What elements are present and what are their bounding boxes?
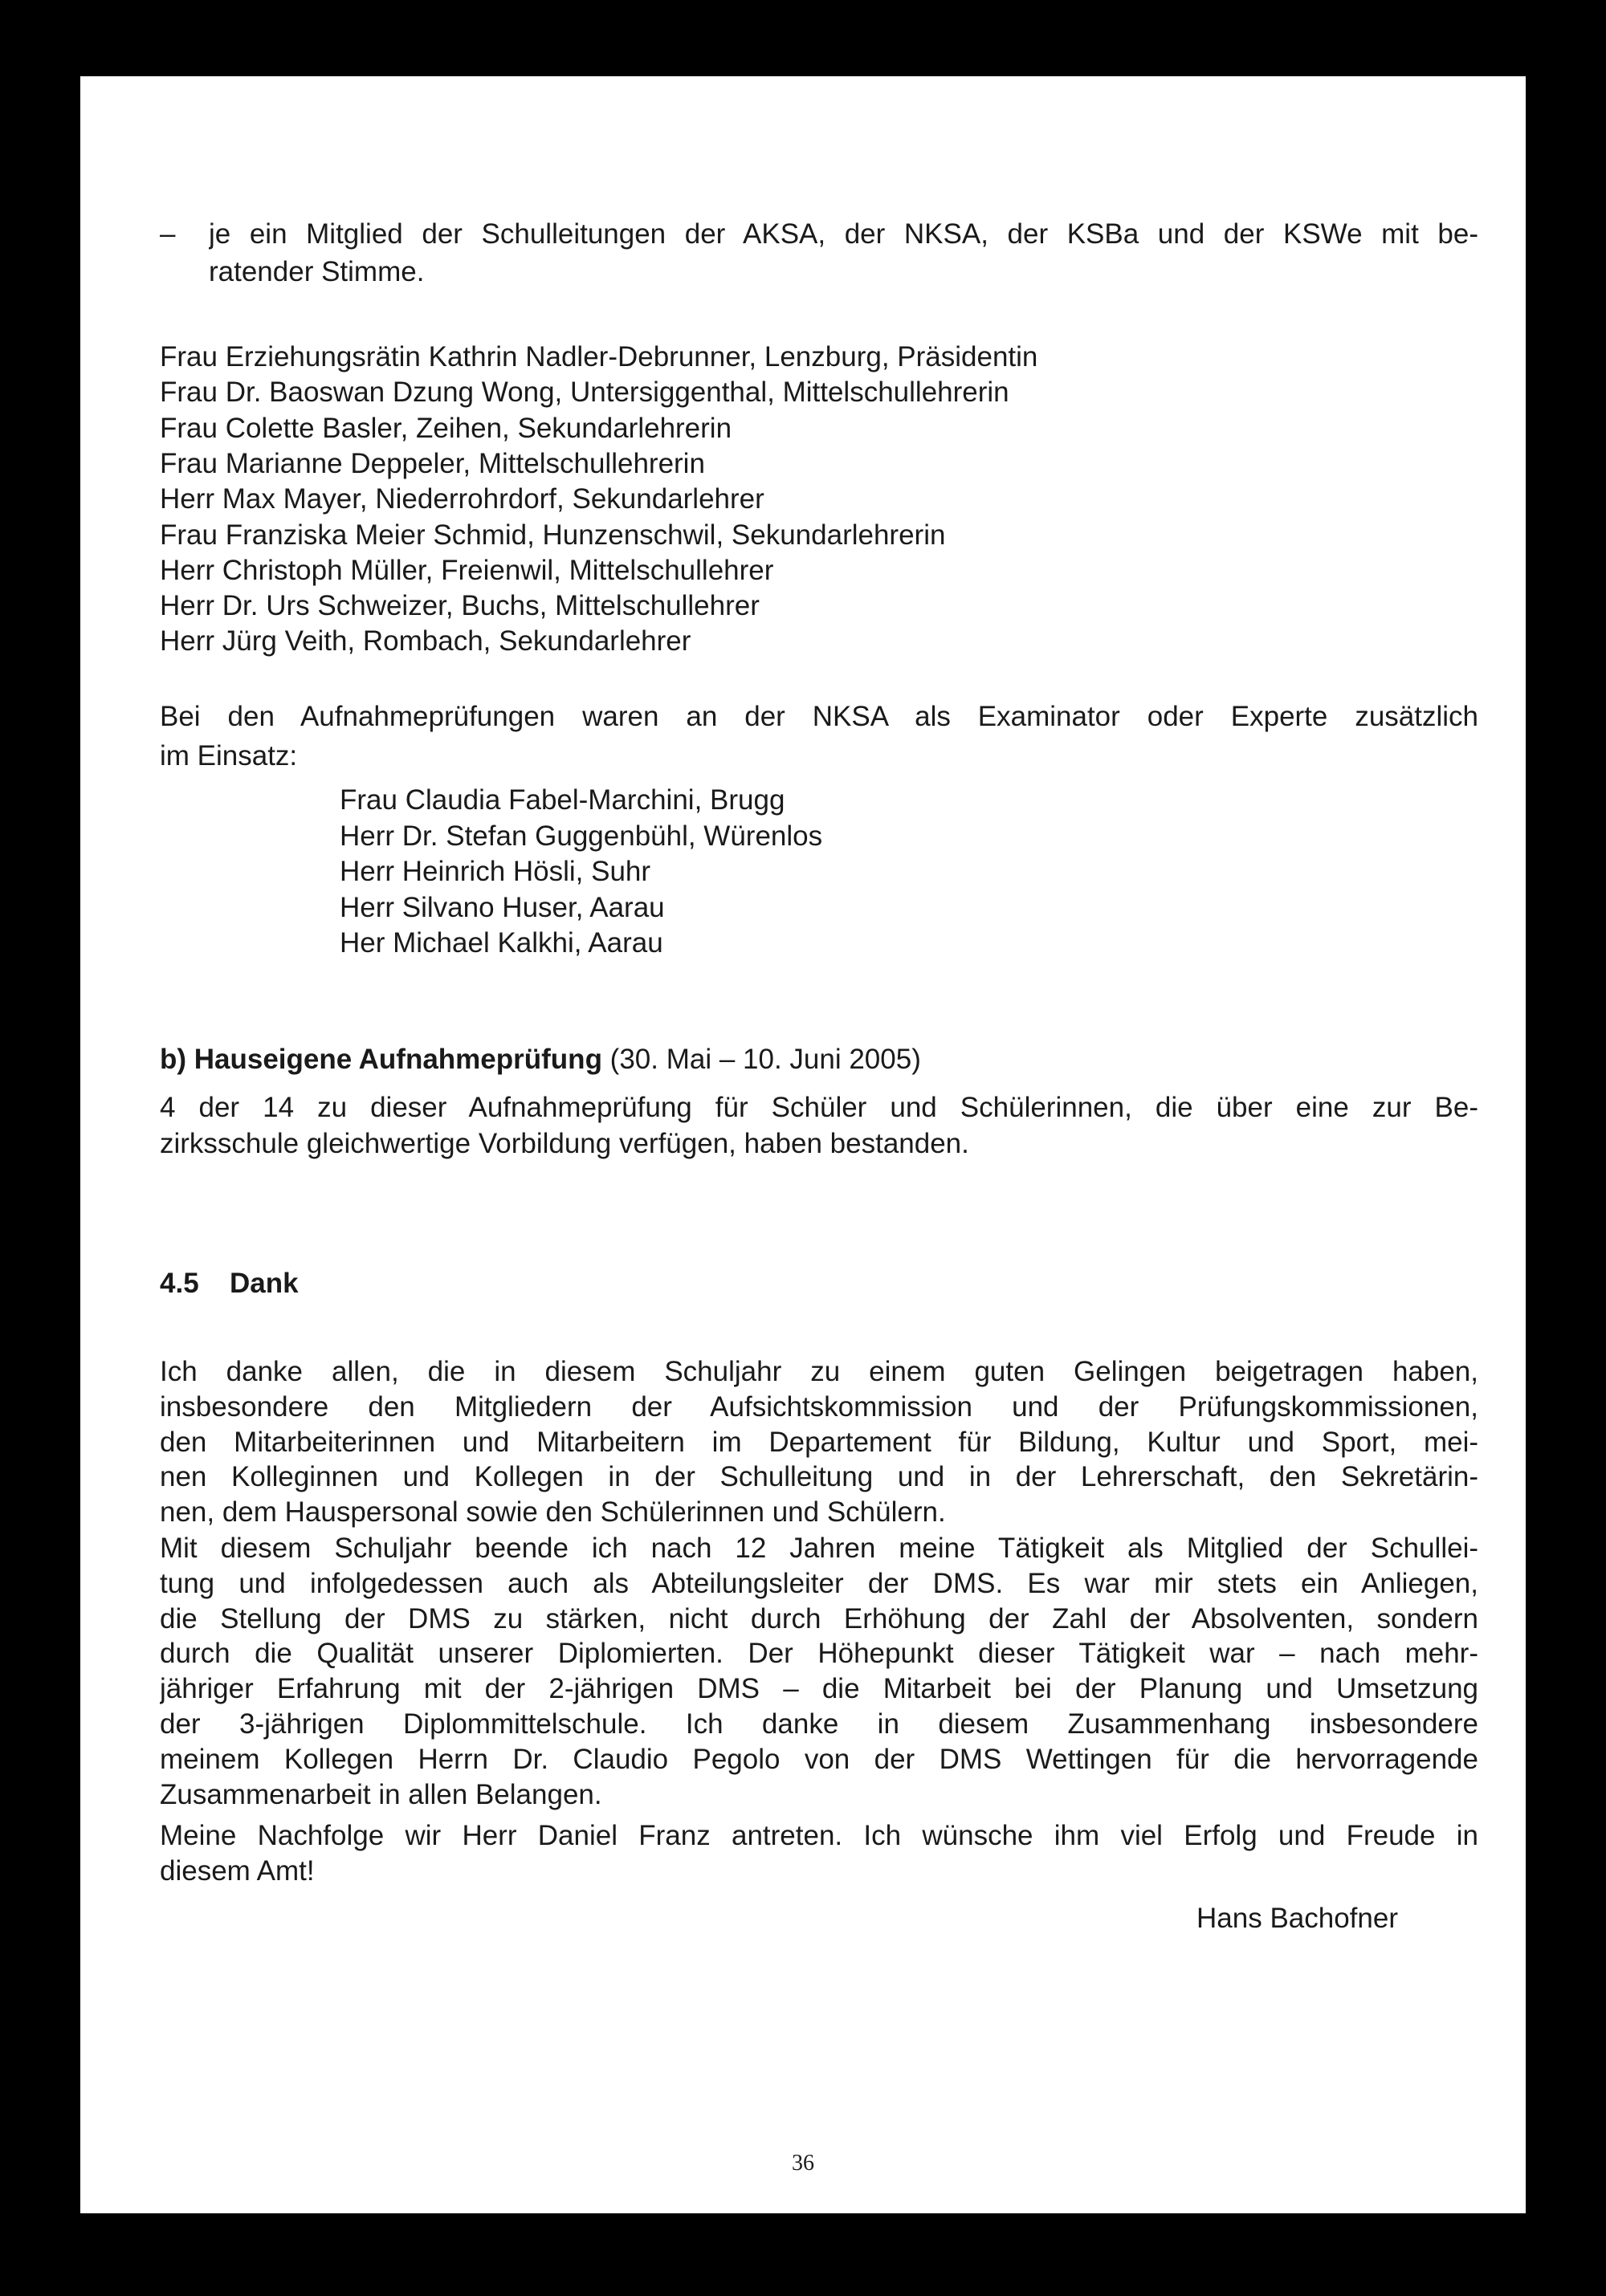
signature: Hans Bachofner bbox=[1196, 1903, 1398, 1934]
examiner-entry: Her Michael Kalkhi, Aarau bbox=[340, 927, 663, 959]
member-entry: Frau Marianne Deppeler, Mittelschullehrerin bbox=[160, 447, 705, 479]
bullet-dash: – bbox=[160, 218, 176, 250]
section-b-dates: (30. Mai – 10. Juni 2005) bbox=[601, 1044, 921, 1075]
member-entry: Frau Erziehungsrätin Kathrin Nadler-Debrunner, Lenzburg, Präsidentin bbox=[160, 341, 1038, 372]
examiners-intro: Bei den Aufnahmeprüfungen waren an der NKSA als Examinator oder Experte zusätzlich bbox=[160, 701, 1478, 732]
document-page bbox=[80, 76, 1526, 2213]
section-b-line: zirksschule gleichwertige Vorbildung verfügen, haben bestanden. bbox=[160, 1128, 969, 1159]
paragraph-line: der 3-jährigen Diplommittelschule. Ich danke in diesem Zusammenhang insbesondere bbox=[160, 1708, 1478, 1740]
member-entry: Herr Dr. Urs Schweizer, Buchs, Mittelschullehrer bbox=[160, 590, 760, 622]
paragraph-line: jähriger Erfahrung mit der 2-jährigen DMS – die Mitarbeit bei der Planung und Umsetzung bbox=[160, 1673, 1478, 1705]
section-number: 4.5 bbox=[160, 1268, 199, 1299]
examiner-entry: Herr Silvano Huser, Aarau bbox=[340, 891, 665, 923]
paragraph-line: diesem Amt! bbox=[160, 1854, 315, 1887]
member-entry: Herr Christoph Müller, Freienwil, Mittelschullehrer bbox=[160, 554, 774, 586]
paragraph-line: den Mitarbeiterinnen und Mitarbeitern im Departement für Bildung, Kultur und Sport, mei- bbox=[160, 1426, 1478, 1458]
section-title: Dank bbox=[230, 1268, 299, 1299]
paragraph-line: Ich danke allen, die in diesem Schuljahr zu einem guten Gelingen beigetragen haben, bbox=[160, 1356, 1478, 1387]
member-entry: Frau Colette Basler, Zeihen, Sekundarlehrerin bbox=[160, 412, 732, 444]
member-entry: Frau Franziska Meier Schmid, Hunzenschwil, Sekundarlehrerin bbox=[160, 519, 946, 551]
paragraph-line: nen, dem Hauspersonal sowie den Schülerinnen und Schülern. bbox=[160, 1496, 946, 1529]
paragraph-line: die Stellung der DMS zu stärken, nicht durch Erhöhung der Zahl der Absolventen, sondern bbox=[160, 1602, 1478, 1634]
examiner-entry: Herr Dr. Stefan Guggenbühl, Würenlos bbox=[340, 820, 823, 852]
paragraph-line: durch die Qualität unserer Diplomierten. Der Höhepunkt dieser Tätigkeit war – nach mehr- bbox=[160, 1638, 1478, 1670]
paragraph-line: Mit diesem Schuljahr beende ich nach 12 Jahren meine Tätigkeit als Mitglied der Schullei- bbox=[160, 1533, 1478, 1564]
paragraph-line: tung und infolgedessen auch als Abteilungsleiter der DMS. Es war mir stets ein Anliegen, bbox=[160, 1567, 1478, 1599]
section-b-heading bbox=[160, 1042, 921, 1077]
paragraph-line: Zusammenarbeit in allen Belangen. bbox=[160, 1778, 602, 1810]
paragraph-line: Meine Nachfolge wir Herr Daniel Franz antreten. Ich wünsche ihm viel Erfolg und Freude in bbox=[160, 1820, 1478, 1851]
examiners-intro: im Einsatz: bbox=[160, 740, 298, 771]
examiner-entry: Frau Claudia Fabel-Marchini, Brugg bbox=[340, 784, 785, 816]
paragraph-line: meinem Kollegen Herrn Dr. Claudio Pegolo von der DMS Wettingen für die hervorragende bbox=[160, 1743, 1478, 1775]
bullet-line: ratender Stimme. bbox=[209, 256, 425, 287]
examiner-entry: Herr Heinrich Hösli, Suhr bbox=[340, 856, 651, 887]
section-b-title: b) Hauseigene Aufnahmeprüfung bbox=[160, 1044, 602, 1075]
member-entry: Herr Max Mayer, Niederrohrdorf, Sekundarlehrer bbox=[160, 483, 764, 515]
paragraph-line: nen Kolleginnen und Kollegen in der Schulleitung und in der Lehrerschaft, den Sekretärin- bbox=[160, 1461, 1478, 1493]
member-entry: Frau Dr. Baoswan Dzung Wong, Untersiggenthal, Mittelschullehrerin bbox=[160, 377, 1009, 409]
paragraph-line: insbesondere den Mitgliedern der Aufsichtskommission und der Prüfungskommissionen, bbox=[160, 1390, 1478, 1423]
bullet-line: je ein Mitglied der Schulleitungen der AKSA, der NKSA, der KSBa und der KSWe mit be- bbox=[209, 218, 1478, 250]
member-entry: Herr Jürg Veith, Rombach, Sekundarlehrer bbox=[160, 625, 691, 657]
page-number: 36 bbox=[792, 2151, 814, 2176]
section-b-line: 4 der 14 zu dieser Aufnahmeprüfung für Schüler und Schülerinnen, die über eine zur Be- bbox=[160, 1092, 1478, 1123]
